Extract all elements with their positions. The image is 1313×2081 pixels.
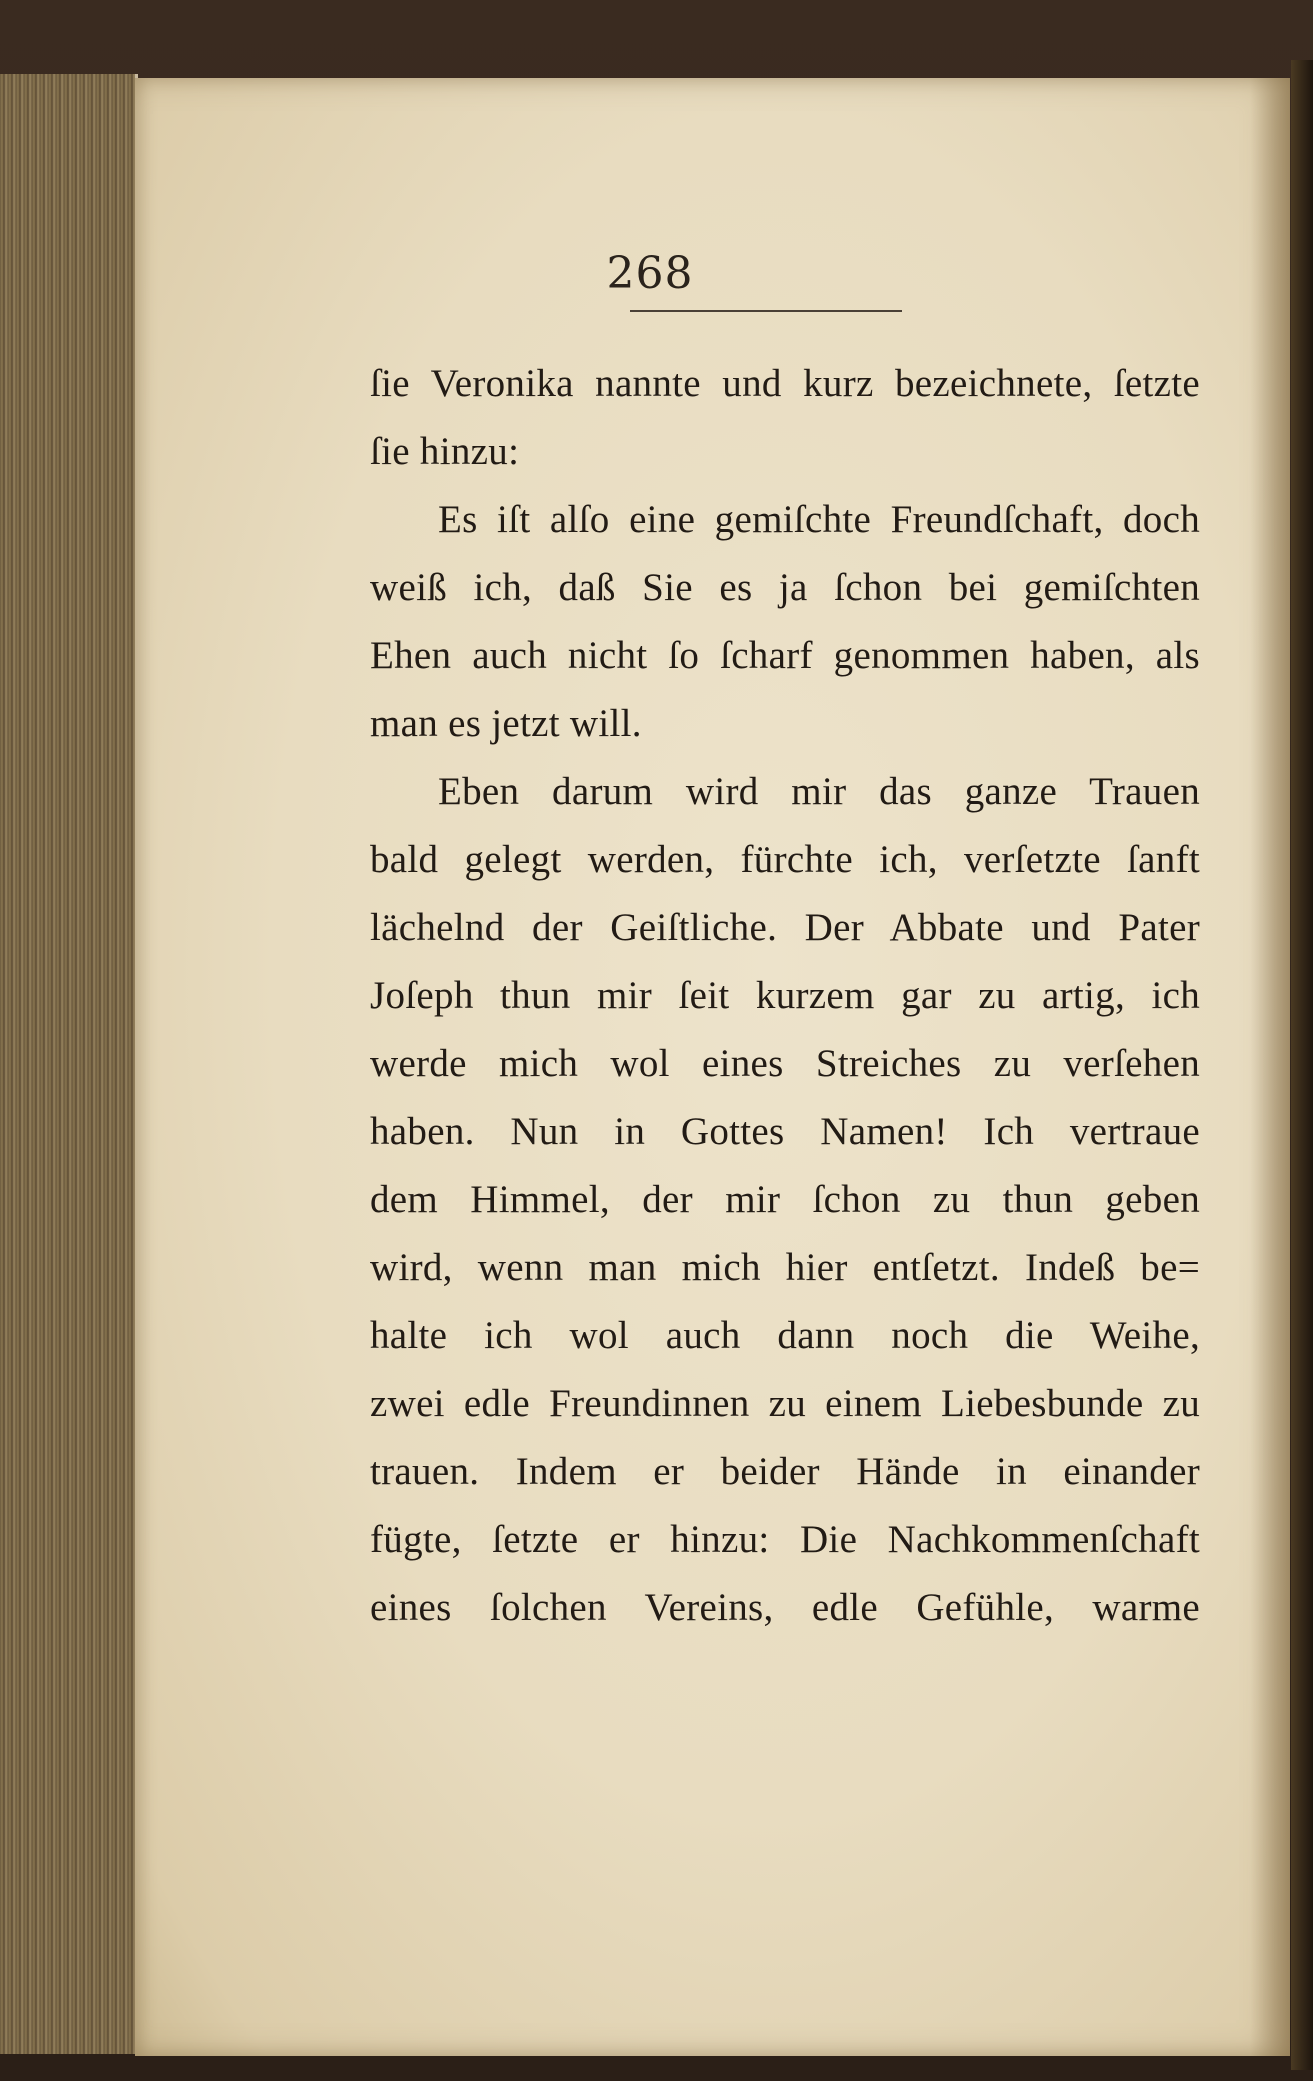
- text-line: weiß ich, daß Sie es ja ſchon bei gemiſchten: [370, 566, 1200, 609]
- text-line: Es iſt alſo eine gemiſchte Freundſchaft, doch: [438, 498, 1200, 541]
- text-line: fügte, ſetzte er hinzu: Die Nachkommenſchaft: [370, 1518, 1200, 1561]
- text-line: man es jetzt will.: [370, 702, 642, 745]
- book-binding: [1291, 60, 1313, 2070]
- text-line: lächelnd der Geiſtliche. Der Abbate und Pater: [370, 906, 1200, 949]
- text-line: Ehen auch nicht ſo ſcharf genommen haben, als: [370, 634, 1200, 677]
- page-edges: [0, 74, 138, 2054]
- text-line: bald gelegt werden, fürchte ich, verſetzte ſanft: [370, 838, 1200, 881]
- text-line: Joſeph thun mir ſeit kurzem gar zu artig, ich: [370, 974, 1200, 1017]
- text-line: eines ſolchen Vereins, edle Gefühle, warme: [370, 1586, 1200, 1629]
- text-line: Eben darum wird mir das ganze Trauen: [438, 770, 1200, 813]
- header-rule: [630, 310, 902, 312]
- text-line: zwei edle Freundinnen zu einem Liebesbunde zu: [370, 1382, 1200, 1425]
- page-number: 268: [606, 248, 694, 299]
- text-line: trauen. Indem er beider Hände in einander: [370, 1450, 1200, 1493]
- body-text: [370, 350, 1200, 1642]
- text-line: werde mich wol eines Streiches zu verſehen: [370, 1042, 1200, 1085]
- text-line: dem Himmel, der mir ſchon zu thun geben: [370, 1178, 1200, 1221]
- text-line: haben. Nun in Gottes Namen! Ich vertraue: [370, 1110, 1200, 1153]
- text-line: ſie Veronika nannte und kurz bezeichnete, ſetzte: [370, 362, 1200, 405]
- page-gutter-shadow: [1250, 78, 1290, 2056]
- text-line: wird, wenn man mich hier entſetzt. Indeß be=: [370, 1246, 1200, 1289]
- text-line: ſie hinzu:: [370, 430, 520, 473]
- text-line: halte ich wol auch dann noch die Weihe,: [370, 1314, 1200, 1357]
